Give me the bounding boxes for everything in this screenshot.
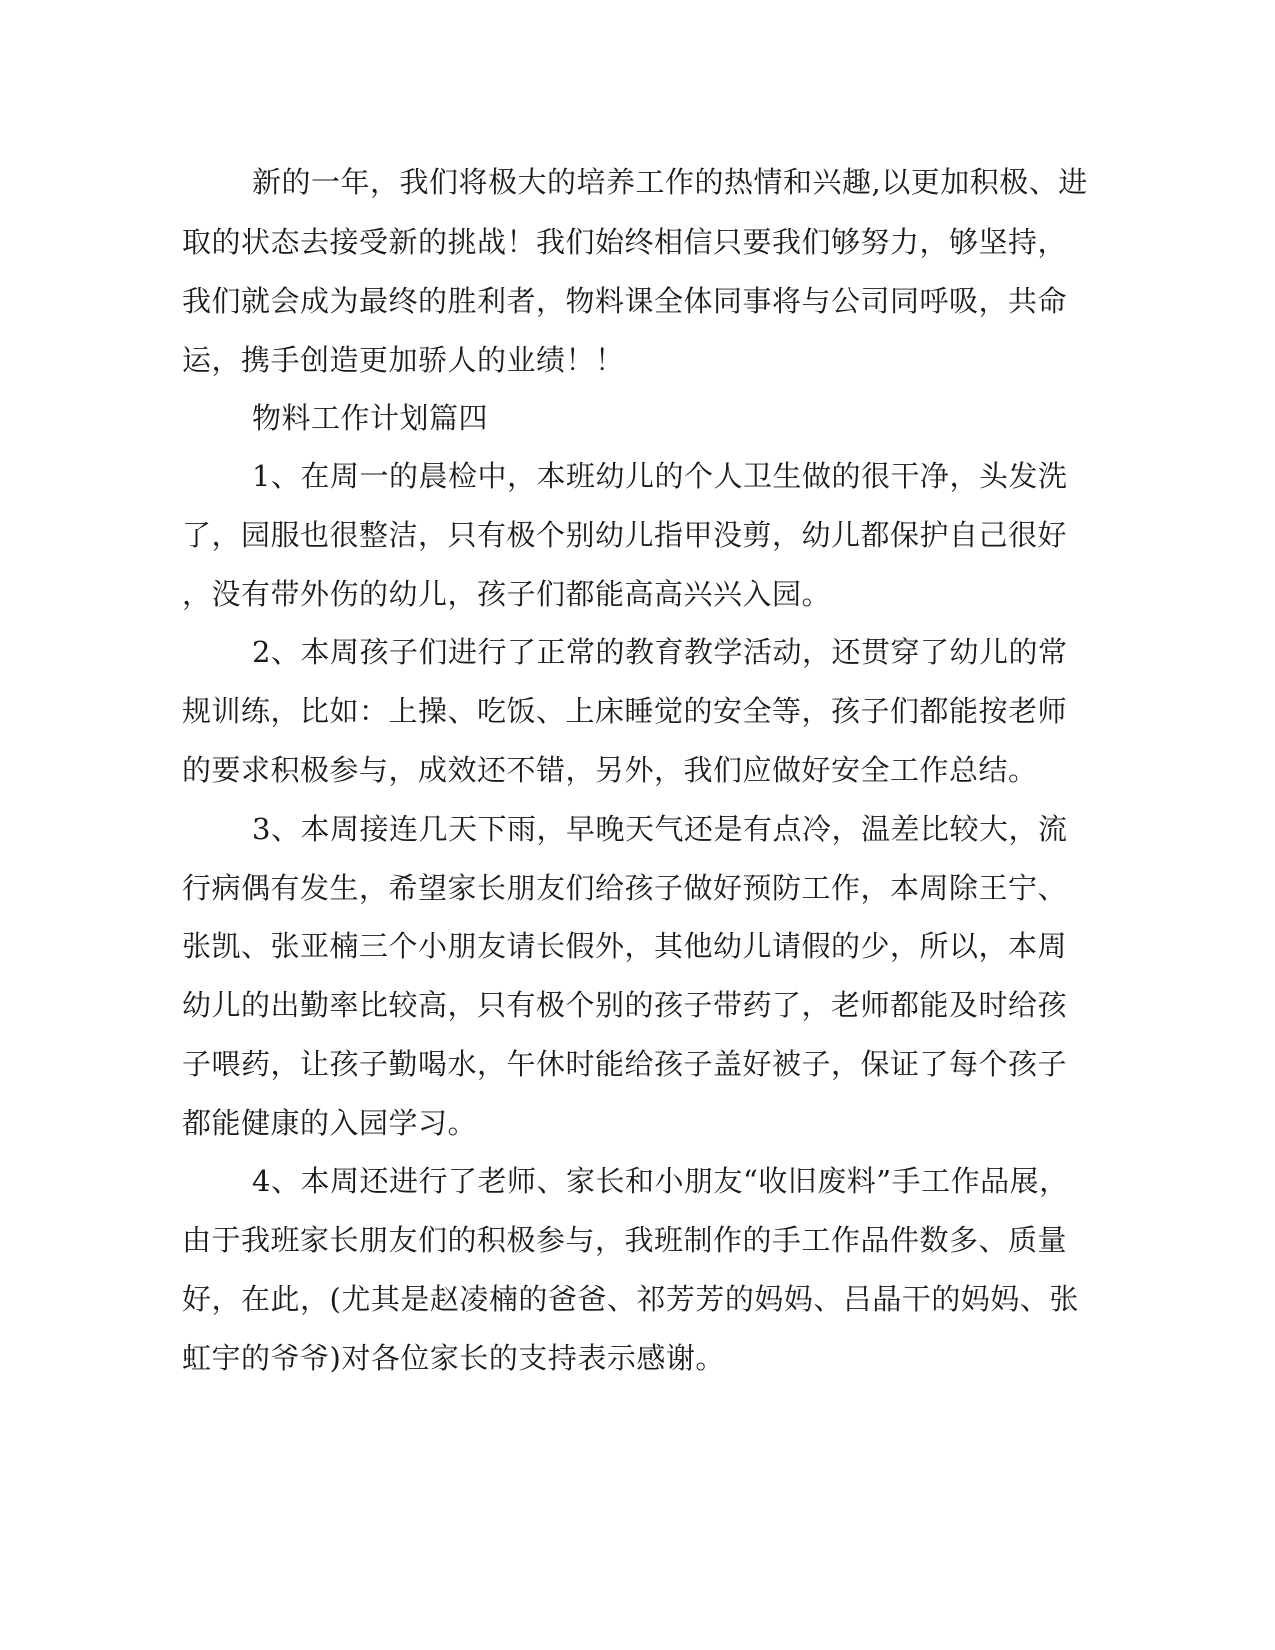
text-line: 行病偶有发生，希望家长朋友们给孩子做好预防工作，本周除王宁、 [182,871,1068,905]
text-line: ，没有带外伤的幼儿，孩子们都能高高兴兴入园。 [182,577,832,611]
text-line: 我们就会成为最终的胜利者，物料课全体同事将与公司同呼吸，共命 [182,284,1068,318]
text-line: 由于我班家长朋友们的积极参与，我班制作的手工作品件数多、质量 [182,1223,1068,1257]
text-line: 3、本周接连几天下雨，早晚天气还是有点冷，温差比较大，流 [252,812,1068,846]
text-line: 子喂药，让孩子勤喝水，午休时能给孩子盖好被子，保证了每个孩子 [182,1047,1068,1081]
text-line: 新的一年，我们将极大的培养工作的热情和兴趣,以更加积极、进 [252,165,1088,199]
section-heading: 物料工作计划篇四 [252,401,489,435]
text-line: 幼儿的出勤率比较高，只有极个别的孩子带药了，老师都能及时给孩 [182,988,1068,1022]
text-line: 取的状态去接受新的挑战！我们始终相信只要我们够努力，够坚持， [182,225,1068,259]
text-line: 2、本周孩子们进行了正常的教育教学活动，还贯穿了幼儿的常 [252,635,1068,669]
text-line: 的要求积极参与，成效还不错，另外，我们应做好安全工作总结。 [182,753,1038,787]
text-line: 张凯、张亚楠三个小朋友请长假外，其他幼儿请假的少，所以，本周 [182,929,1068,963]
text-line: 4、本周还进行了老师、家长和小朋友“收旧废料”手工作品展， [252,1164,1069,1198]
text-line: 了，园服也很整洁，只有极个别幼儿指甲没剪，幼儿都保护自己很好 [182,518,1068,552]
text-line: 都能健康的入园学习。 [182,1106,478,1140]
text-line: 虹宇的爷爷)对各位家长的支持表示感谢。 [182,1341,725,1375]
text-line: 规训练，比如：上操、吃饭、上床睡觉的安全等，孩子们都能按老师 [182,694,1068,728]
text-line: 好，在此，(尤其是赵凌楠的爸爸、祁芳芳的妈妈、吕晶干的妈妈、张 [182,1282,1079,1316]
text-line: 运，携手创造更加骄人的业绩！！ [182,343,625,377]
text-line: 1、在周一的晨检中，本班幼儿的个人卫生做的很干净，头发洗 [252,459,1068,493]
